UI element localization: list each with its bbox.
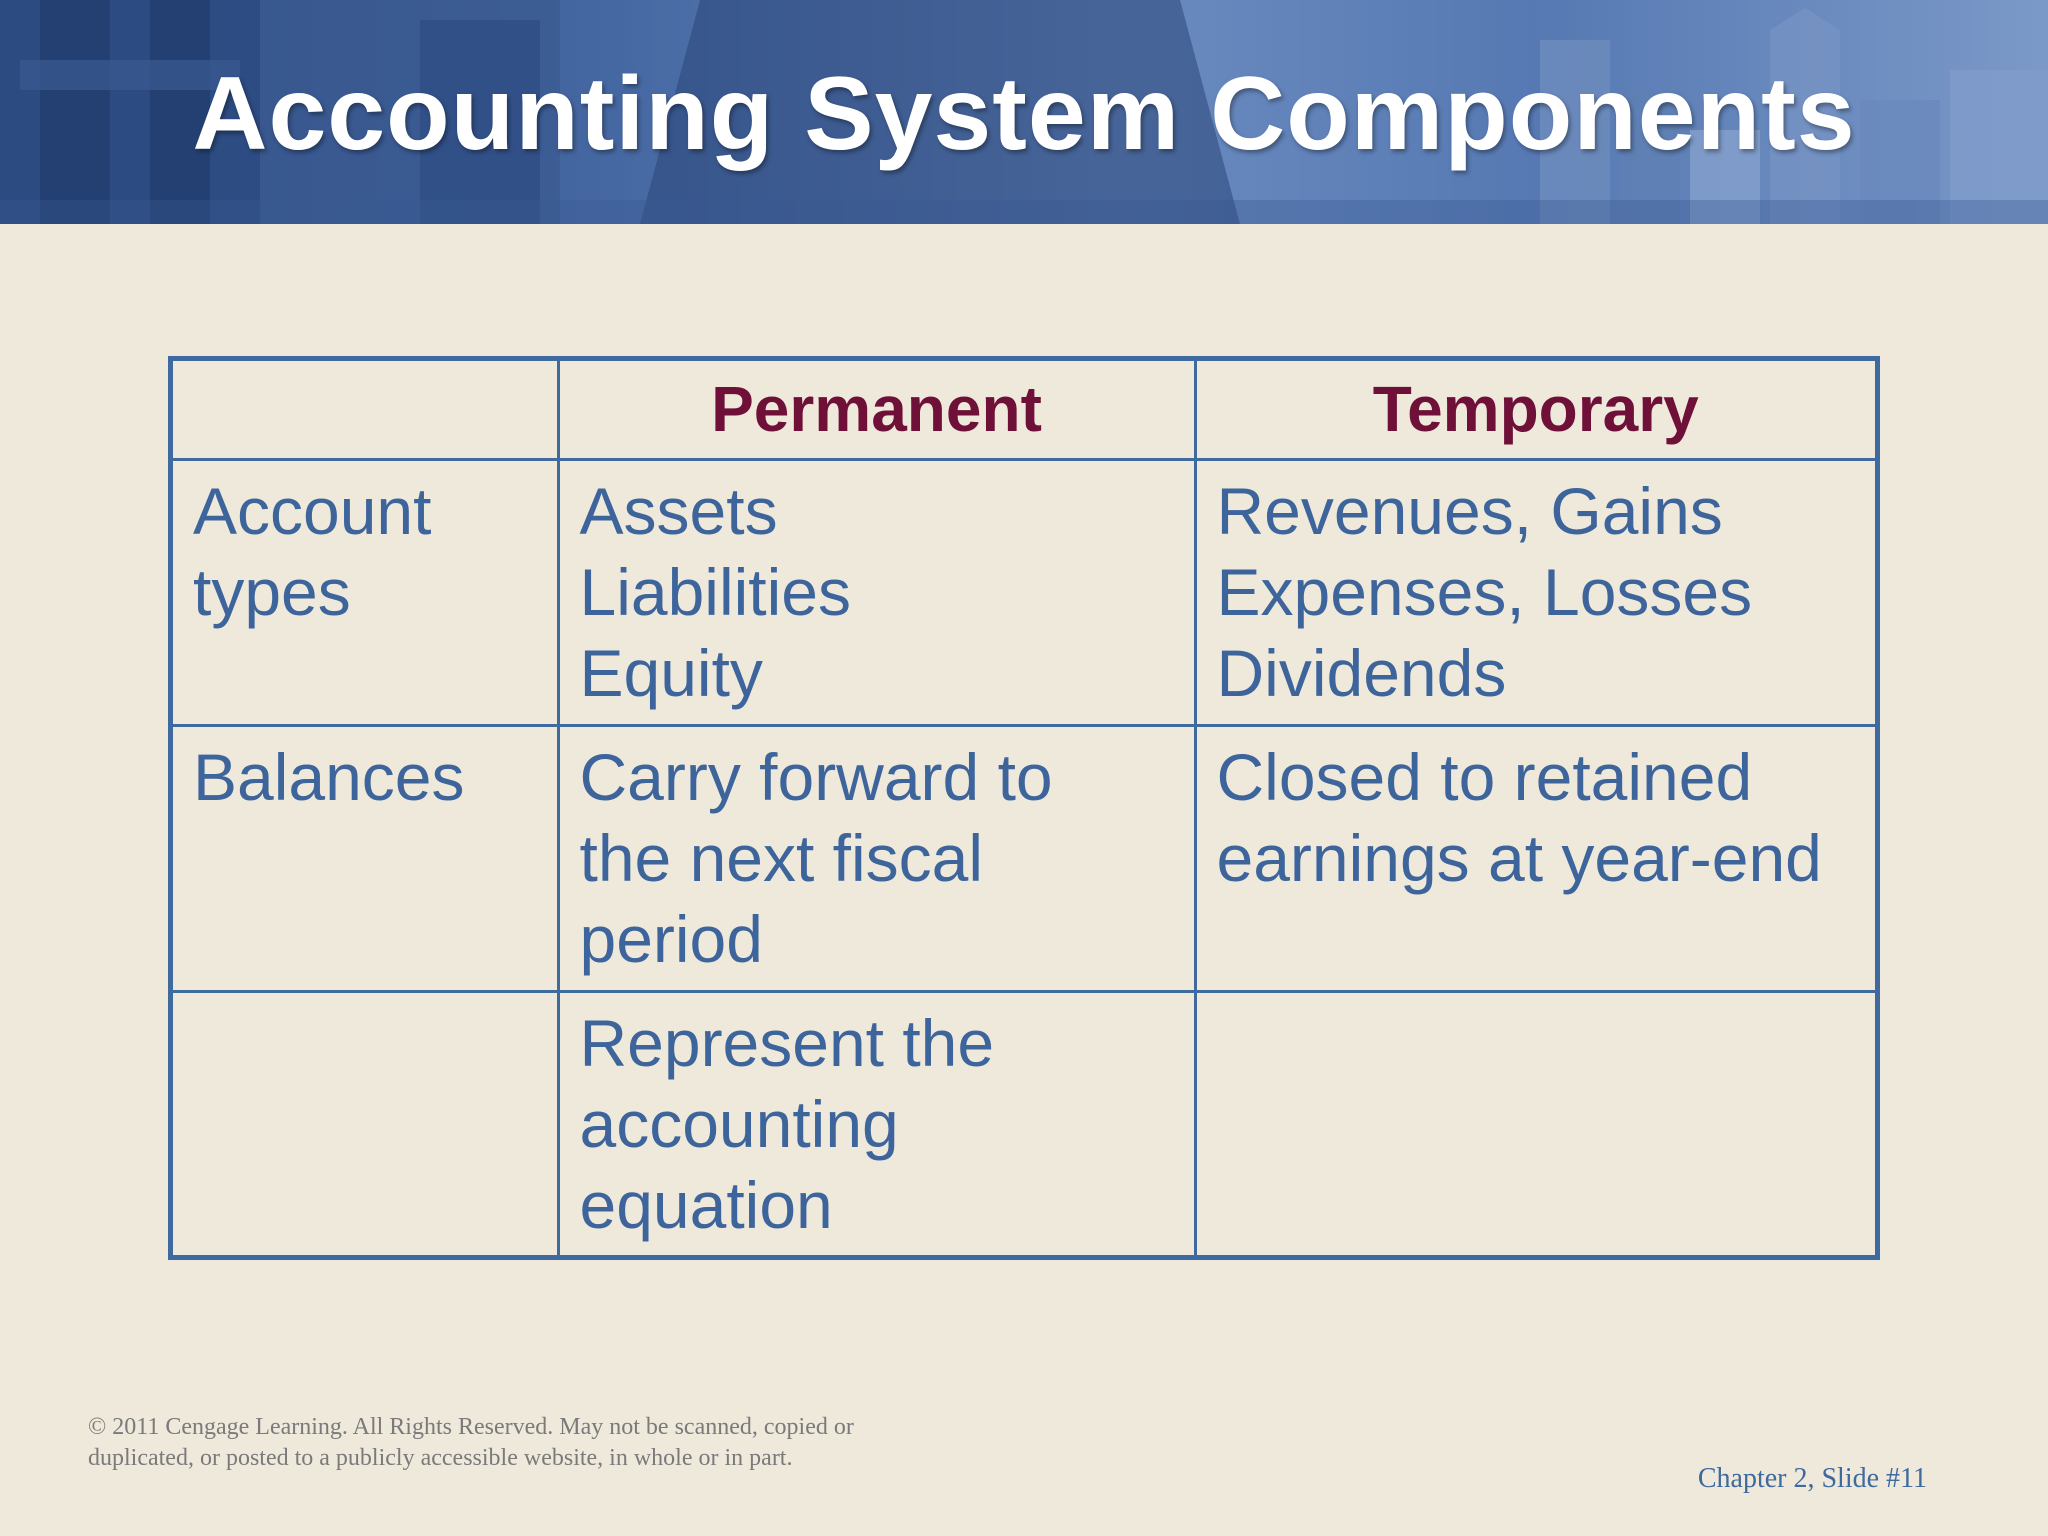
row-label-empty (173, 991, 558, 1257)
cell-line: Closed to retained (1216, 739, 1753, 814)
cell-line: Assets (579, 473, 778, 548)
cell-permanent-balances (558, 725, 1195, 991)
cell-line: Dividends (1216, 635, 1507, 710)
cell-temporary-account-types (1195, 459, 1875, 725)
slide-number: Chapter 2, Slide #11 (1697, 1463, 1927, 1494)
cell-permanent-account-types (558, 459, 1195, 725)
header-banner (0, 0, 2048, 224)
row-label-account-types (173, 459, 558, 725)
row-label-balances (173, 725, 558, 991)
cell-line: Equity (579, 635, 763, 710)
cell-line: Expenses, Losses (1216, 554, 1753, 629)
table-corner-cell (173, 361, 558, 459)
slide-title: Accounting System Components (192, 56, 1856, 172)
cell-line: Balances (193, 739, 465, 814)
cell-line: Revenues, Gains (1216, 473, 1723, 548)
table-row-account-types (173, 459, 1875, 725)
table-header-row (173, 361, 1875, 459)
table-row-equation (173, 991, 1875, 1257)
cell-line: equation (579, 1167, 833, 1242)
cell-line: Account (193, 473, 432, 548)
cell-temporary-empty (1195, 991, 1875, 1257)
cell-line: earnings at year-end (1216, 820, 1822, 895)
cell-permanent-equation (558, 991, 1195, 1257)
cell-line: types (193, 554, 351, 629)
copyright-notice (88, 1412, 988, 1474)
cell-line: accounting (579, 1086, 899, 1161)
cell-line: period (579, 901, 763, 976)
cell-temporary-balances (1195, 725, 1875, 991)
column-header-permanent: Permanent (558, 361, 1195, 459)
copyright-line: duplicated, or posted to a publicly accessible website, in whole or in part. (88, 1445, 793, 1471)
column-header-temporary: Temporary (1195, 361, 1875, 459)
table-row-balances (173, 725, 1875, 991)
cell-line: the next fiscal (579, 820, 984, 895)
cell-line: Represent the (579, 1005, 995, 1080)
copyright-line: © 2011 Cengage Learning. All Rights Reserved. May not be scanned, copied or (88, 1414, 854, 1440)
cell-line: Liabilities (579, 554, 851, 629)
components-table (168, 356, 1880, 1260)
cell-line: Carry forward to (579, 739, 1053, 814)
